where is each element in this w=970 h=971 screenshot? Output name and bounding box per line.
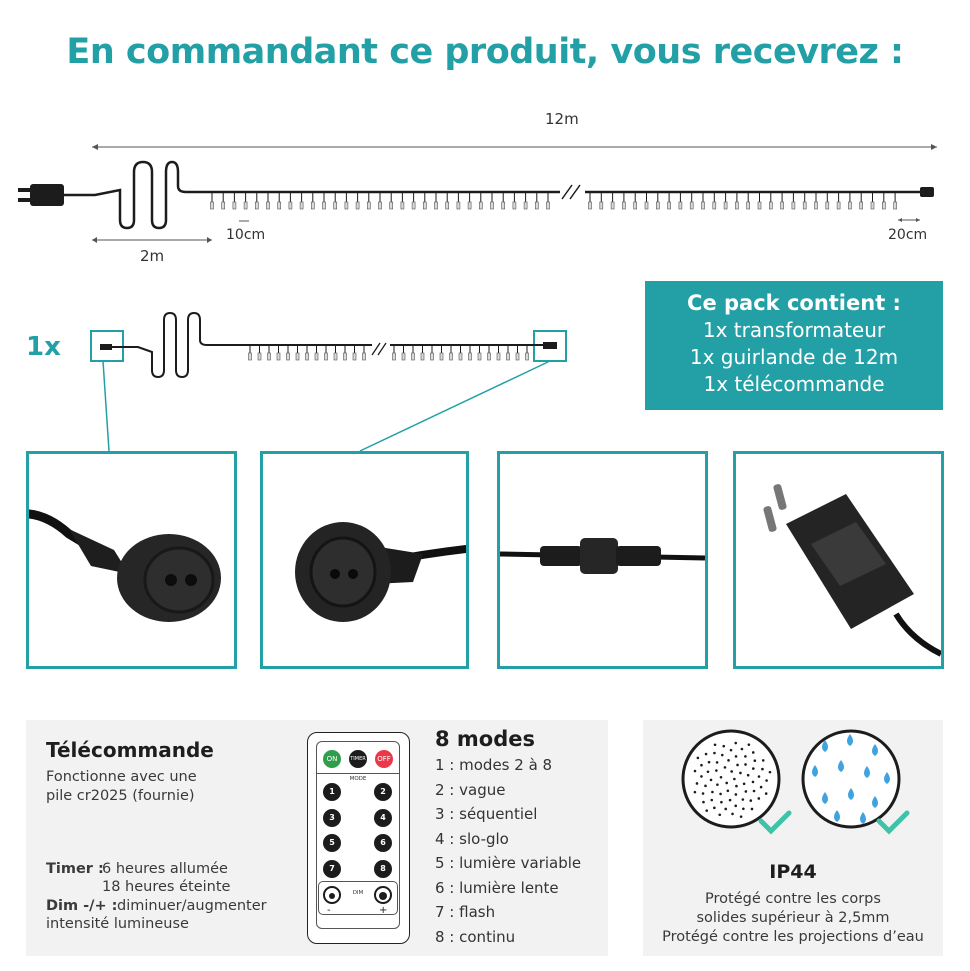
water-protection-icon: [803, 731, 899, 827]
mode-item: 7 : flash: [435, 903, 496, 921]
bulb-row-small: [249, 345, 529, 360]
pack-item: 1x télécommande: [703, 372, 885, 396]
off-button[interactable]: OFF: [375, 750, 393, 768]
callout-line-right: [360, 361, 550, 451]
ip-rating: IP44: [769, 861, 817, 883]
length-arrow-2m: [92, 237, 212, 243]
length-arrow-12m: [92, 144, 937, 150]
connection-diagram: [0, 300, 640, 460]
check-icon: [761, 813, 789, 831]
cable-left: [64, 162, 560, 228]
timer-line1: 6 heures allumée: [102, 861, 228, 877]
plug-icon: [18, 184, 64, 206]
male-connector-photo: [26, 451, 237, 669]
mode-label: MODE: [349, 776, 367, 782]
dim-line1: diminuer/augmenter: [117, 898, 267, 914]
dust-protection-icon: [683, 731, 779, 827]
modes-title: 8 modes: [435, 727, 536, 751]
mode-5-button[interactable]: 5: [323, 834, 341, 852]
mode-3-button[interactable]: 3: [323, 809, 341, 827]
modes-list: [435, 753, 581, 949]
power-adapter-photo: [733, 451, 944, 669]
ip-line1: Protégé contre les corps: [705, 891, 881, 907]
mode-4-button[interactable]: 4: [374, 809, 392, 827]
female-connector-photo: [260, 451, 469, 669]
mode-item: 3 : séquentiel: [435, 805, 538, 823]
mode-6-button[interactable]: 6: [374, 834, 392, 852]
end-connector: [920, 187, 934, 197]
minus-sign: -: [327, 905, 331, 916]
cut-mark: [562, 185, 580, 199]
lead-length-label: 2m: [140, 247, 165, 265]
string-lights-diagram: [0, 100, 970, 270]
remote-desc-line1: Fonctionne avec une: [46, 769, 197, 785]
remote-desc-line2: pile cr2025 (fournie): [46, 788, 195, 804]
timer-button[interactable]: TIMER: [349, 750, 367, 768]
mode-item: 4 : slo-glo: [435, 829, 509, 848]
sun-icon: [325, 889, 339, 903]
ip-line3: Protégé contre les projections d’eau: [662, 929, 924, 945]
on-button[interactable]: ON: [323, 750, 341, 768]
pack-contents-box: [645, 281, 943, 410]
mode-1-button[interactable]: 1: [323, 783, 341, 801]
mode-2-button[interactable]: 2: [374, 783, 392, 801]
mode-item: 1 : modes 2 à 8: [435, 756, 553, 774]
total-length-label: 12m: [545, 110, 579, 128]
dim-minus-button[interactable]: [323, 886, 341, 904]
sun-icon: [376, 889, 390, 903]
pack-heading: Ce pack contient :: [687, 291, 901, 315]
mode-8-button[interactable]: 8: [374, 860, 392, 878]
ip-line2: solides supérieur à 2,5mm: [696, 910, 890, 926]
remote-title: Télécommande: [46, 738, 214, 762]
dim-label: Dim -/+ :: [46, 898, 118, 914]
pack-item: 1x transformateur: [702, 318, 886, 342]
remote-control: [307, 732, 410, 944]
page-title: En commandant ce produit, vous recevrez :: [66, 32, 904, 72]
dim-label-remote: DIM: [352, 890, 364, 896]
bulb-row: [211, 192, 897, 209]
dim-line2: intensité lumineuse: [46, 916, 189, 932]
length-arrow-20cm: [898, 218, 920, 222]
quantity-label: 1x: [26, 332, 61, 362]
pack-item: 1x guirlande de 12m: [689, 345, 899, 369]
end-length-label: 20cm: [888, 227, 928, 243]
mode-item: 2 : vague: [435, 780, 506, 799]
mode-item: 6 : lumière lente: [435, 878, 559, 897]
callout-line-left: [103, 361, 109, 451]
plus-sign: +: [379, 905, 388, 916]
mode-7-button[interactable]: 7: [323, 860, 341, 878]
connected-joint-photo: [497, 451, 708, 669]
dim-plus-button[interactable]: [374, 886, 392, 904]
timer-label: Timer :: [46, 861, 104, 877]
ip-icons: [675, 727, 925, 839]
bulb-spacing-label: 10cm: [226, 227, 266, 243]
mode-item: 5 : lumière variable: [435, 854, 582, 872]
timer-line2: 18 heures éteinte: [102, 879, 231, 895]
mode-item: 8 : continu: [435, 927, 516, 946]
